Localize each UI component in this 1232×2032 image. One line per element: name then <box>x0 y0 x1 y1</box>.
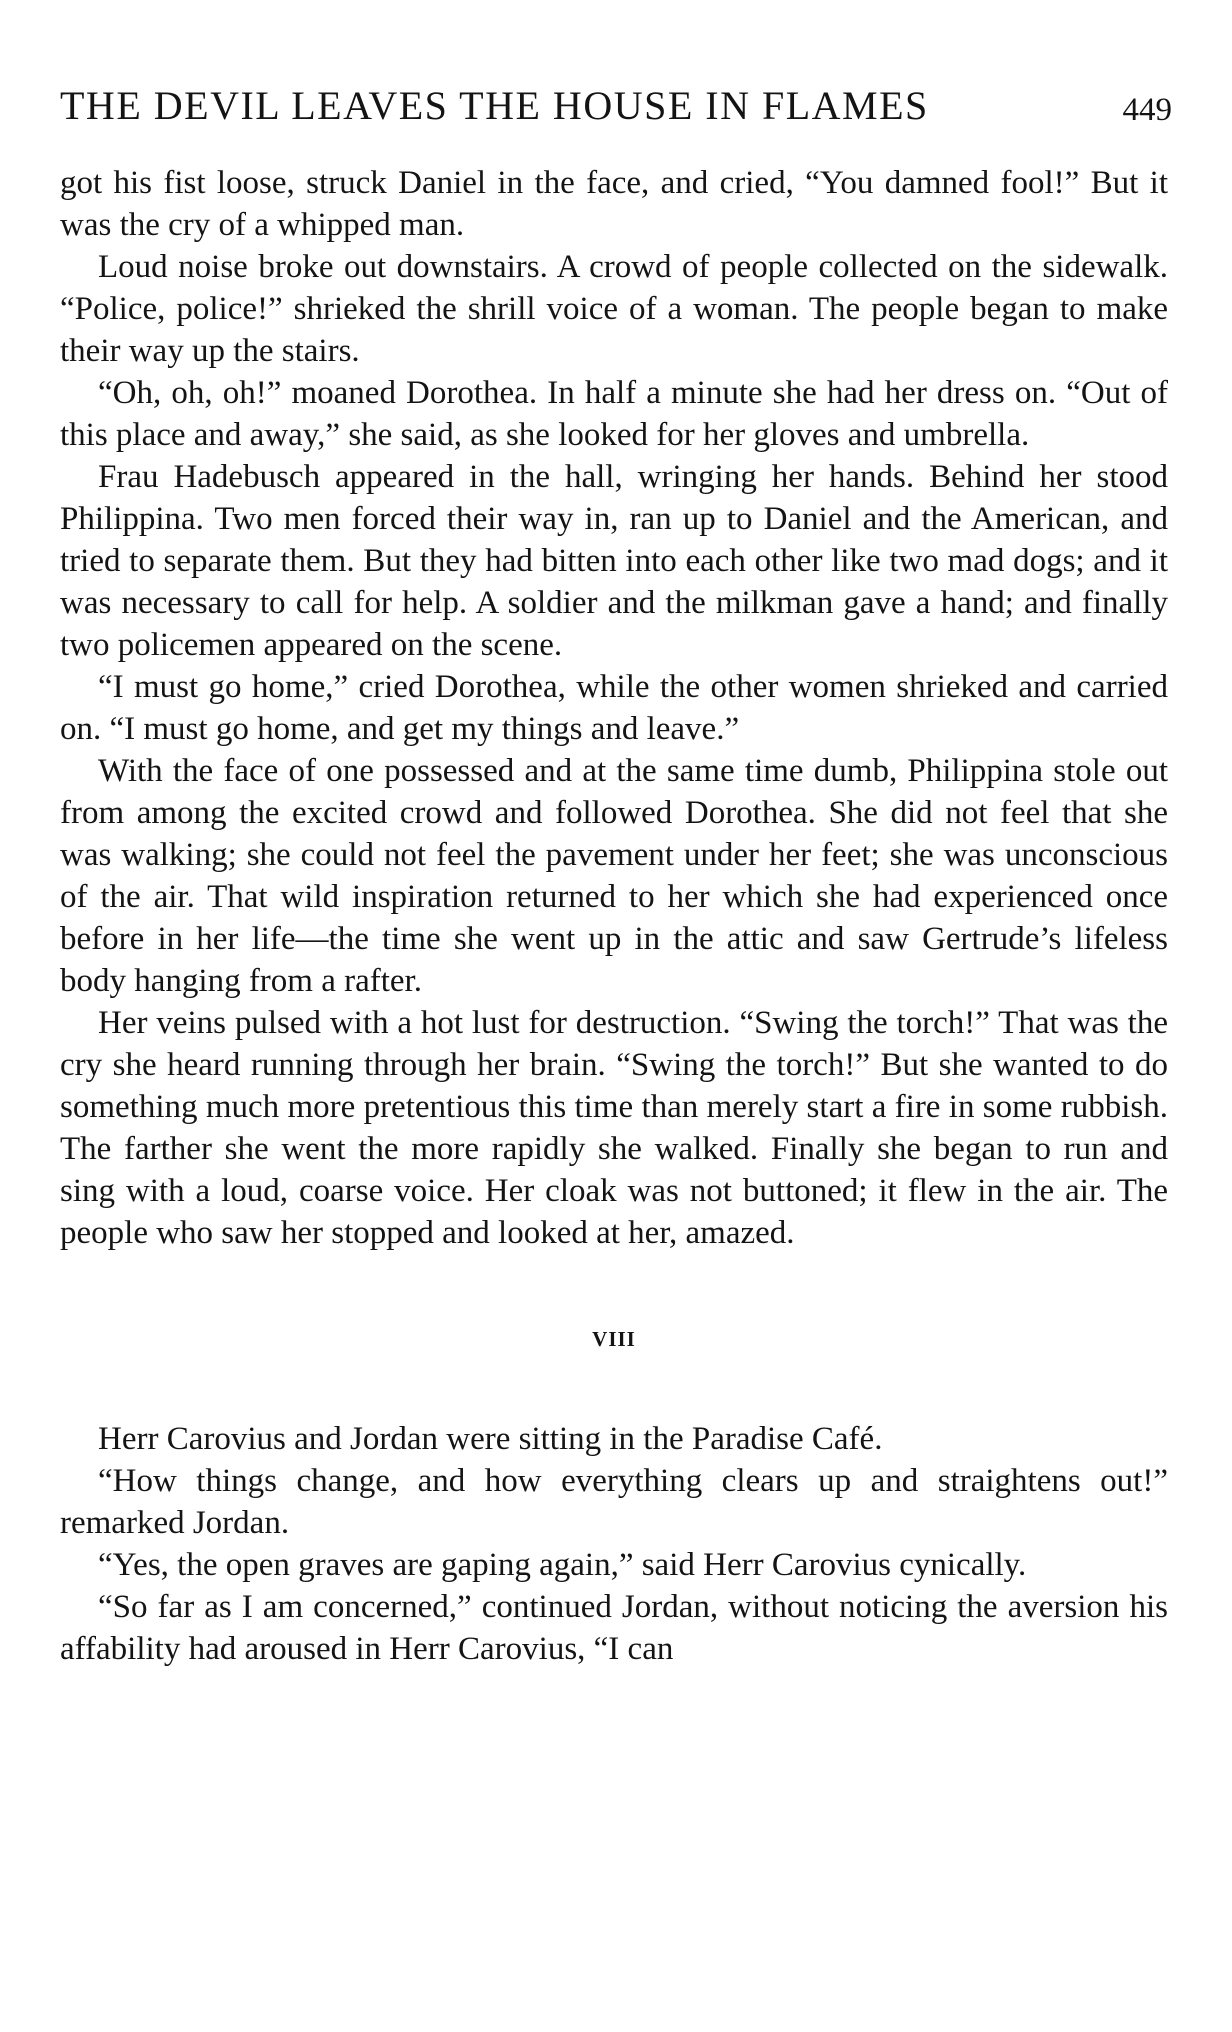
paragraph: Frau Hadebusch appeared in the hall, wringing her hands. Behind her stood Philippina. Two men forced their way in, ran up to Daniel and the American, and tried to separate them. But they had bitten into each other like two mad dogs; and it was necessary to call for help. A soldier and the milkman gave a hand; and finally two policemen appeared on the scene. <box>60 459 1168 663</box>
paragraph: “Yes, the open graves are gaping again,” said Herr Carovius cynically. <box>98 1547 1027 1583</box>
page-number: 449 <box>1122 92 1172 128</box>
paragraph: “How things change, and how everything clears up and straightens out!” remarked Jordan. <box>60 1463 1168 1541</box>
body-text <box>60 162 1168 1670</box>
paragraph: “I must go home,” cried Dorothea, while the other women shrieked and carried on. “I must go home, and get my things and leave.” <box>60 669 1168 747</box>
paragraph: Loud noise broke out downstairs. A crowd of people collected on the sidewalk. “Police, police!” shrieked the shrill voice of a woman. The people began to make their way up the stairs. <box>60 249 1168 369</box>
paragraph: With the face of one possessed and at the same time dumb, Philippina stole out from among the excited crowd and followed Dorothea. She did not feel that she was walking; she could not feel the pavement under her feet; she was unconscious of the air. That wild inspiration returned to her which she had experienced once before in her life—the time she went up in the attic and saw Gertrude’s lifeless body hanging from a rafter. <box>60 753 1168 999</box>
running-head <box>60 78 1172 134</box>
paragraph: Herr Carovius and Jordan were sitting in the Paradise Café. <box>98 1421 883 1457</box>
paragraph: “So far as I am concerned,” continued Jordan, without noticing the aversion his affability had aroused in Herr Carovius, “I can <box>60 1589 1168 1667</box>
paragraph: Her veins pulsed with a hot lust for destruction. “Swing the torch!” That was the cry she heard running through her brain. “Swing the torch!” But she wanted to do something much more pretentious this time than merely start a fire in some rubbish. The farther she went the more rapidly she walked. Finally she began to run and sing with a loud, coarse voice. Her cloak was not buttoned; it flew in the air. The people who saw her stopped and looked at her, amazed. <box>60 1005 1168 1251</box>
chapter-title: THE DEVIL LEAVES THE HOUSE IN FLAMES <box>60 83 929 128</box>
paragraph: got his fist loose, struck Daniel in the face, and cried, “You damned fool!” But it was the cry of a whipped man. <box>60 165 1168 243</box>
section-heading: VIII <box>592 1327 636 1351</box>
paragraph: “Oh, oh, oh!” moaned Dorothea. In half a minute she had her dress on. “Out of this place and away,” she said, as she looked for her gloves and umbrella. <box>60 375 1168 453</box>
